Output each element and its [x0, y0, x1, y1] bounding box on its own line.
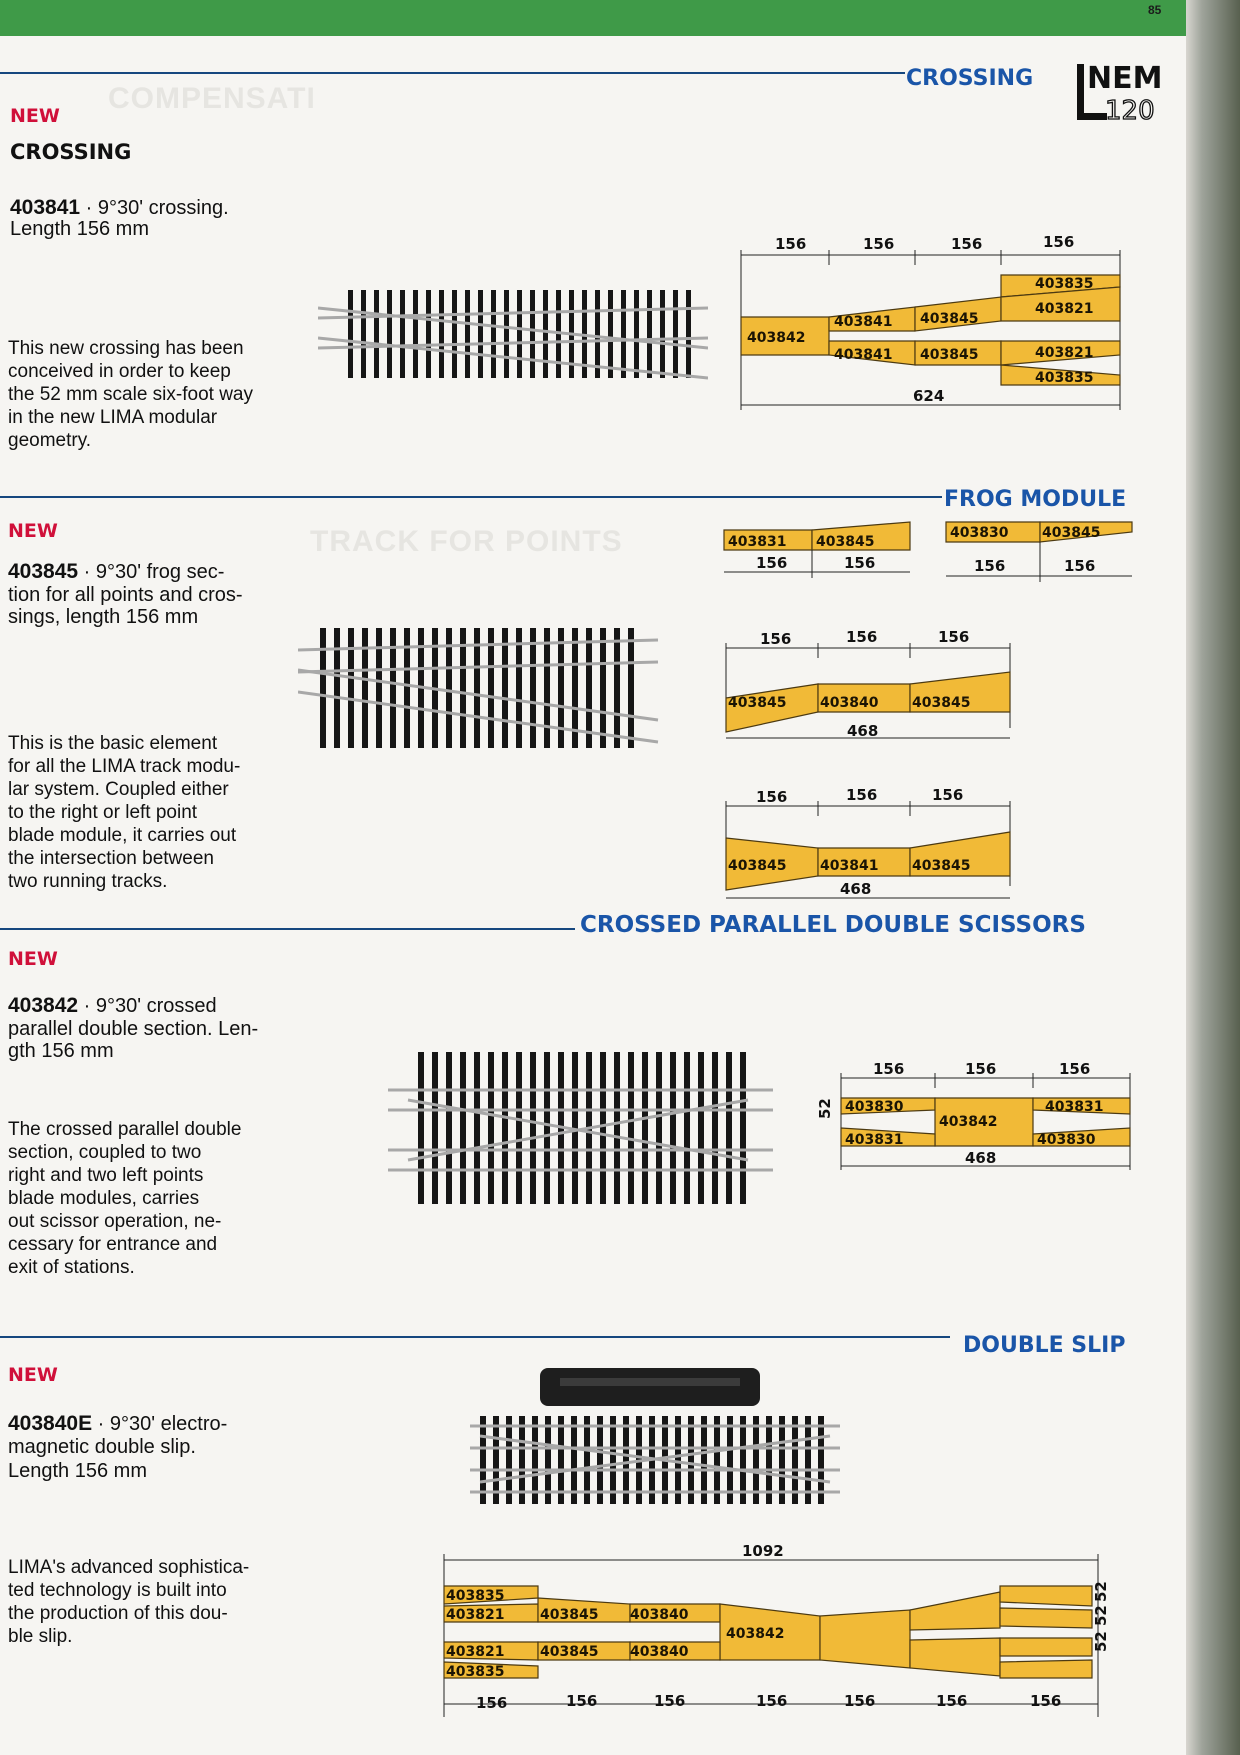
frog-diagram-c [720, 628, 1020, 748]
new-tag: NEW [10, 105, 60, 127]
double-slip-track-photo [470, 1364, 840, 1514]
product-spec: · 9°30' frog sec- [78, 561, 225, 583]
scissors-geometry-diagram [805, 1058, 1145, 1183]
svg-text:156: 156 [873, 1060, 905, 1078]
description-line: geometry. [8, 430, 92, 451]
section-heading-scissors: CROSSED PARALLEL DOUBLE SCISSORS [580, 912, 1086, 938]
description-line: the production of this dou- [8, 1603, 228, 1624]
new-tag: NEW [8, 520, 58, 542]
description-line: in the new LIMA modular [8, 407, 218, 428]
svg-text:403845: 403845 [920, 311, 979, 327]
description-line: conceived in order to keep [8, 361, 231, 382]
svg-text:403821: 403821 [1035, 345, 1094, 361]
description-line: for all the LIMA track modu- [8, 756, 241, 777]
svg-text:156: 156 [1030, 1692, 1062, 1710]
svg-text:403831: 403831 [1045, 1099, 1104, 1115]
svg-text:468: 468 [847, 722, 879, 740]
description-line: the intersection between [8, 848, 214, 869]
svg-text:403845: 403845 [728, 858, 787, 874]
section-heading-double-slip: DOUBLE SLIP [963, 1333, 1126, 1358]
svg-text:156: 156 [756, 788, 788, 806]
svg-text:156: 156 [566, 1692, 598, 1710]
description-line: out scissor operation, ne- [8, 1211, 222, 1232]
svg-text:403835: 403835 [1035, 276, 1094, 292]
svg-text:156: 156 [844, 554, 876, 572]
new-tag: NEW [8, 1364, 58, 1386]
product-spec-3: gth 156 mm [8, 1040, 114, 1062]
description-line: This is the basic element [8, 733, 218, 754]
product-spec-2: magnetic double slip. [8, 1436, 196, 1458]
product-subtitle: CROSSING [10, 140, 132, 164]
description-line: to the right or left point [8, 802, 198, 823]
description-line: blade modules, carries [8, 1188, 200, 1209]
svg-text:403821: 403821 [446, 1607, 505, 1623]
svg-text:156: 156 [654, 1692, 686, 1710]
svg-text:403835: 403835 [446, 1664, 505, 1680]
svg-text:156: 156 [756, 554, 788, 572]
product-spec-2: Length 156 mm [10, 218, 149, 240]
description-line: section, coupled to two [8, 1142, 202, 1163]
svg-text:468: 468 [965, 1149, 997, 1167]
description-line: blade module, it carries out [8, 825, 237, 846]
svg-text:403841: 403841 [820, 858, 879, 874]
svg-text:468: 468 [840, 880, 872, 898]
section-heading-crossing: CROSSING [906, 66, 1034, 91]
section-rule [0, 496, 942, 498]
svg-text:156: 156 [974, 557, 1006, 575]
section-rule [0, 1336, 950, 1338]
product-spec-2: parallel double section. Len- [8, 1018, 259, 1040]
frog-diagram-b [942, 518, 1142, 586]
svg-text:403845: 403845 [540, 1644, 599, 1660]
svg-text:403845: 403845 [920, 347, 979, 363]
product-code-line [8, 994, 217, 1018]
product-description [8, 1118, 258, 1279]
product-description [8, 337, 258, 452]
product-description [8, 732, 258, 893]
svg-text:156: 156 [936, 1692, 968, 1710]
svg-text:403841: 403841 [834, 314, 893, 330]
svg-text:156: 156 [476, 1694, 508, 1712]
svg-text:403845: 403845 [816, 534, 875, 550]
product-spec-2: tion for all points and cros- [8, 584, 243, 606]
crossing-geometry-diagram [735, 235, 1135, 415]
product-spec-3: Length 156 mm [8, 1460, 147, 1482]
description-line: This new crossing has been [8, 338, 244, 359]
section-rule [0, 928, 575, 930]
frog-track-photo [298, 620, 668, 760]
svg-text:120: 120 [1105, 96, 1155, 126]
svg-text:156: 156 [1059, 1060, 1091, 1078]
svg-text:403831: 403831 [728, 534, 787, 550]
svg-text:403845: 403845 [728, 695, 787, 711]
product-description [8, 1556, 258, 1648]
svg-text:NEM: NEM [1087, 61, 1163, 96]
svg-text:403835: 403835 [446, 1588, 505, 1604]
product-code: 403841 [10, 196, 81, 219]
frog-diagram-d [720, 786, 1020, 906]
product-spec-3: sings, length 156 mm [8, 606, 199, 628]
svg-text:52: 52 [1092, 1605, 1110, 1626]
product-spec: · 9°30' crossing. [80, 197, 229, 219]
svg-text:403842: 403842 [939, 1114, 998, 1130]
svg-text:1092: 1092 [742, 1542, 784, 1560]
product-code: 403842 [8, 994, 79, 1017]
crossing-track-photo [318, 288, 708, 383]
description-line: exit of stations. [8, 1257, 135, 1278]
svg-text:403830: 403830 [845, 1099, 904, 1115]
svg-text:624: 624 [913, 387, 945, 405]
description-line: ble slip. [8, 1626, 73, 1647]
svg-text:156: 156 [932, 786, 964, 804]
product-code: 403840E [8, 1412, 93, 1435]
nem-120-logo [1075, 58, 1175, 128]
description-line: lar system. Coupled either [8, 779, 229, 800]
product-code: 403845 [8, 560, 79, 583]
svg-text:156: 156 [756, 1692, 788, 1710]
svg-text:52: 52 [816, 1098, 834, 1119]
show-through-text: COMPENSATI [108, 82, 316, 115]
svg-text:403831: 403831 [845, 1132, 904, 1148]
svg-text:156: 156 [951, 235, 983, 253]
svg-text:156: 156 [775, 235, 807, 253]
svg-text:403835: 403835 [1035, 370, 1094, 386]
svg-text:156: 156 [938, 628, 970, 646]
frog-diagram-a [720, 520, 920, 580]
svg-text:156: 156 [760, 630, 792, 648]
product-code-line [8, 560, 224, 584]
show-through-text: TRACK FOR POINTS [310, 525, 623, 558]
page-edge-shadow [1186, 0, 1240, 1755]
description-line: LIMA's advanced sophistica- [8, 1557, 250, 1578]
description-line: cessary for entrance and [8, 1234, 218, 1255]
svg-text:52: 52 [1092, 1631, 1110, 1652]
product-code-line [10, 196, 229, 220]
section-heading-frog-module: FROG MODULE [944, 487, 1127, 512]
description-line: ted technology is built into [8, 1580, 227, 1601]
svg-text:403845: 403845 [912, 858, 971, 874]
svg-text:403840: 403840 [820, 695, 879, 711]
svg-text:403821: 403821 [1035, 301, 1094, 317]
svg-text:156: 156 [863, 235, 895, 253]
point-motor [540, 1368, 760, 1406]
svg-text:403842: 403842 [726, 1626, 785, 1642]
svg-text:403845: 403845 [912, 695, 971, 711]
description-line: two running tracks. [8, 871, 168, 892]
double-slip-geometry-diagram [440, 1542, 1120, 1722]
scissors-track-photo [388, 1040, 773, 1220]
svg-text:156: 156 [846, 628, 878, 646]
product-spec: · 9°30' crossed [78, 995, 217, 1017]
page-number: 85 [1148, 3, 1162, 17]
new-tag: NEW [8, 948, 58, 970]
description-line: The crossed parallel double [8, 1119, 242, 1140]
description-line: the 52 mm scale six-foot way [8, 384, 253, 405]
svg-text:403830: 403830 [1037, 1132, 1096, 1148]
svg-text:156: 156 [846, 786, 878, 804]
svg-text:403821: 403821 [446, 1644, 505, 1660]
svg-text:403840: 403840 [630, 1607, 689, 1623]
svg-text:403845: 403845 [1042, 525, 1101, 541]
svg-text:403840: 403840 [630, 1644, 689, 1660]
svg-text:52: 52 [1092, 1581, 1110, 1602]
svg-text:403830: 403830 [950, 525, 1009, 541]
svg-text:403841: 403841 [834, 347, 893, 363]
svg-text:156: 156 [965, 1060, 997, 1078]
description-line: right and two left points [8, 1165, 204, 1186]
top-color-band [0, 0, 1186, 36]
svg-text:156: 156 [844, 1692, 876, 1710]
svg-text:156: 156 [1064, 557, 1096, 575]
product-spec: · 9°30' electro- [92, 1413, 228, 1435]
svg-text:156: 156 [1043, 235, 1075, 251]
svg-text:403845: 403845 [540, 1607, 599, 1623]
section-rule [0, 72, 905, 74]
svg-text:403842: 403842 [747, 330, 806, 346]
product-code-line [8, 1412, 227, 1436]
